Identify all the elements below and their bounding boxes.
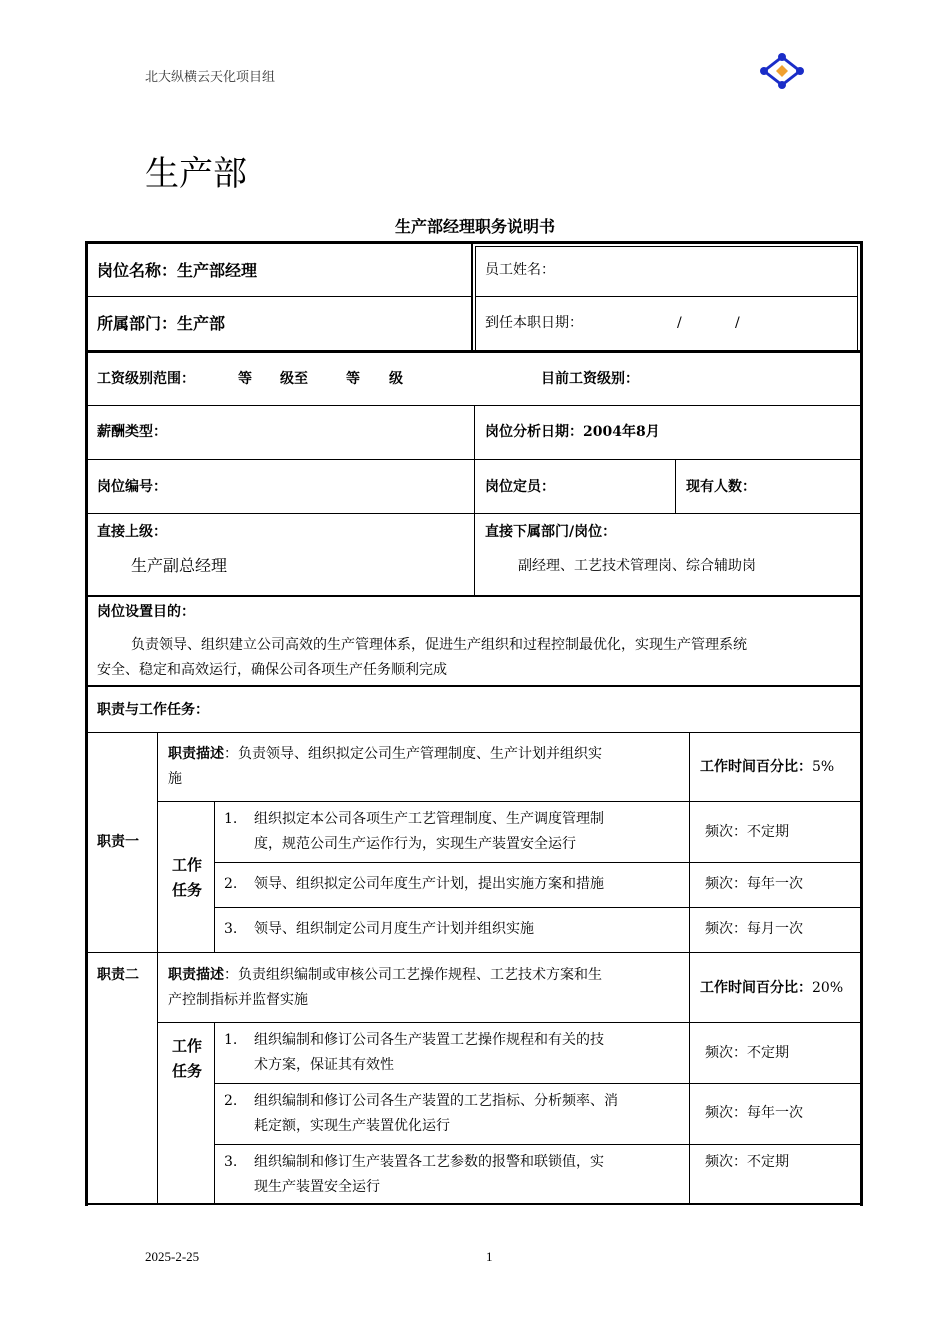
- subordinate-value: 副经理、工艺技术管理岗、综合辅助岗: [518, 558, 756, 574]
- duty-1-task-2-line-1: 领导、组织拟定公司年度生产计划，提出实施方案和措施: [254, 876, 604, 892]
- duty-2-tasks-label-2: 任务: [172, 1062, 203, 1080]
- start-date-slash-2: /: [735, 315, 740, 331]
- duty-1-name: 职责一: [97, 834, 139, 850]
- duty-2-pct-label: 工作时间百分比：: [700, 980, 812, 996]
- salary-range-word-3: 等: [346, 371, 360, 387]
- duty-2-pct-value: 20%: [812, 980, 844, 996]
- salary-range-word-4: 级: [389, 371, 403, 387]
- duty-1-pct-value: 5%: [812, 759, 835, 775]
- current-salary-label: 目前工资级别：: [541, 371, 639, 387]
- pay-type-label: 薪酬类型：: [97, 424, 167, 440]
- duty-2-task-3-line-2: 现生产装置安全运行: [254, 1179, 380, 1195]
- purpose-line-1: 负责领导、组织建立公司高效的生产管理体系，促进生产组织和过程控制最优化，实现生产管理系统: [131, 637, 747, 653]
- start-date-label: 到任本职日期：: [485, 315, 583, 331]
- quota-label: 岗位定员：: [485, 479, 555, 495]
- duty-1-task-1-num: 1.: [224, 811, 238, 827]
- duty-1-desc-line-2: 施: [168, 771, 182, 787]
- duty-1-task-2-num: 2.: [224, 876, 238, 892]
- salary-range-word-1: 等: [238, 371, 252, 387]
- start-date-slash-1: /: [677, 315, 682, 331]
- employee-name-label: 员工姓名：: [485, 262, 555, 278]
- purpose-label: 岗位设置目的：: [97, 604, 195, 620]
- duty-2-desc-line-2: 产控制指标并监督实施: [168, 992, 308, 1008]
- duty-2-pct: [700, 976, 843, 1001]
- footer-date: 2025-2-25: [145, 1249, 200, 1264]
- position-name-value: 生产部经理: [177, 261, 258, 280]
- duty-1-task-3-num: 3.: [224, 921, 238, 937]
- department-field: [97, 311, 225, 336]
- duty-1-task-3-line-1: 领导、组织制定公司月度生产计划并组织实施: [254, 921, 534, 937]
- duty-1-task-2-freq: 频次：每年一次: [705, 876, 803, 892]
- duties-label: 职责与工作任务：: [97, 702, 209, 718]
- duty-2-task-2-freq: 频次：每年一次: [705, 1105, 803, 1121]
- department-title: 生产部: [145, 154, 247, 194]
- analysis-date-field: [485, 420, 660, 445]
- duty-1-tasks-label-1: 工作: [172, 856, 203, 874]
- page-number: 1: [486, 1249, 493, 1264]
- duty-2-task-3-line-1: 组织编制和修订生产装置各工艺参数的报警和联锁值，实: [254, 1154, 604, 1170]
- superior-label: 直接上级：: [97, 524, 167, 540]
- diamond-network-logo: [758, 52, 806, 90]
- duty-1-pct: [700, 755, 834, 780]
- duty-2-task-1-num: 1.: [224, 1032, 238, 1048]
- duty-1-task-1-freq: 频次：不定期: [705, 824, 789, 840]
- duty-2-name: 职责二: [97, 967, 139, 983]
- duty-2-desc-line-1: ：负责组织编制或审核公司工艺操作规程、工艺技术方案和生: [224, 967, 602, 983]
- duty-2-desc-label: 职责描述: [168, 967, 224, 983]
- purpose-line-2: 安全、稳定和高效运行，确保公司各项生产任务顺利完成: [97, 662, 447, 678]
- position-name-field: [97, 258, 257, 283]
- duty-2-task-1-line-2: 术方案，保证其有效性: [254, 1057, 394, 1073]
- duty-2-task-2-line-1: 组织编制和修订公司各生产装置的工艺指标、分析频率、消: [254, 1093, 618, 1109]
- duty-1-task-3-freq: 频次：每月一次: [705, 921, 803, 937]
- org-name: 北大纵横云天化项目组: [145, 69, 276, 84]
- document-title: 生产部经理职务说明书: [394, 217, 555, 236]
- duty-1-tasks-label-2: 任务: [172, 881, 203, 899]
- duty-2-task-1-line-1: 组织编制和修订公司各生产装置工艺操作规程和有关的技: [254, 1032, 604, 1048]
- duty-1-desc-label: 职责描述: [168, 746, 224, 762]
- duty-2-task-1-freq: 频次：不定期: [705, 1045, 789, 1061]
- position-code-label: 岗位编号：: [97, 479, 167, 495]
- duty-1-desc: [168, 742, 602, 767]
- duty-1-task-1-line-2: 度，规范公司生产运作行为，实现生产装置安全运行: [254, 836, 576, 852]
- duty-2-task-2-num: 2.: [224, 1093, 238, 1109]
- position-name-label: 岗位名称：: [97, 261, 178, 280]
- headcount-label: 现有人数：: [686, 479, 756, 495]
- duty-2-task-3-freq: 频次：不定期: [705, 1154, 789, 1170]
- salary-range-label: 工资级别范围：: [97, 371, 195, 387]
- analysis-date-value: 2004年8月: [583, 424, 660, 440]
- salary-range-word-2: 级至: [280, 371, 308, 387]
- duty-1-pct-label: 工作时间百分比：: [700, 759, 812, 775]
- duty-1-task-1-line-1: 组织拟定本公司各项生产工艺管理制度、生产调度管理制: [254, 811, 604, 827]
- superior-value: 生产副总经理: [131, 556, 228, 575]
- analysis-date-label: 岗位分析日期：: [485, 424, 583, 440]
- subordinate-label: 直接下属部门/岗位：: [485, 524, 617, 540]
- duty-2-tasks-label-1: 工作: [172, 1037, 203, 1055]
- duty-2-task-2-line-2: 耗定额，实现生产装置优化运行: [254, 1118, 450, 1134]
- department-value: 生产部: [177, 314, 226, 333]
- duty-2-desc: [168, 963, 602, 988]
- department-label: 所属部门：: [97, 314, 178, 333]
- duty-1-desc-line-1: ：负责领导、组织拟定公司生产管理制度、生产计划并组织实: [224, 746, 602, 762]
- duty-2-task-3-num: 3.: [224, 1154, 238, 1170]
